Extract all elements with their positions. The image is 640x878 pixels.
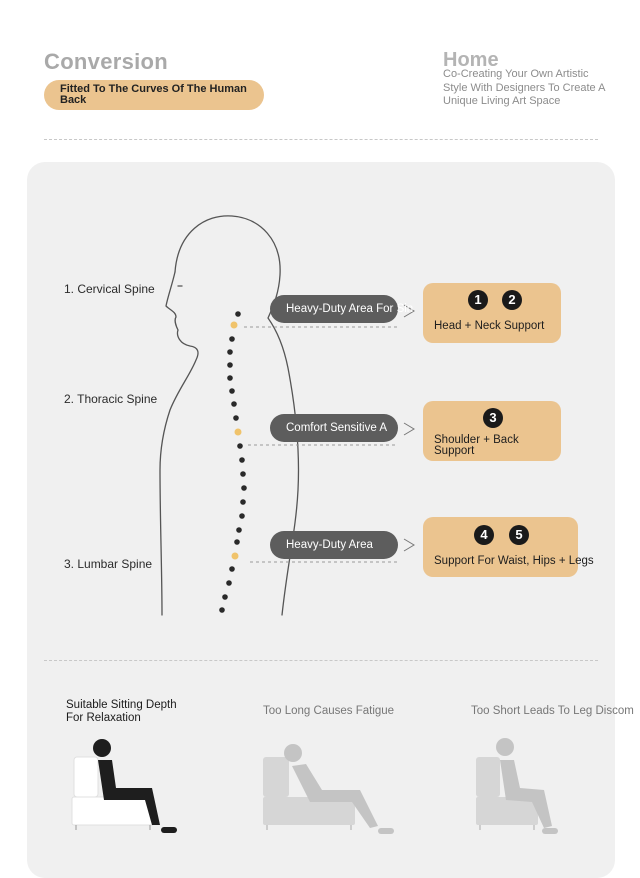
number-badge-1: 1 (468, 290, 488, 310)
right-tagline: Co-Creating Your Own Artistic Style With Designers To Create A Unique Living Art Space (443, 68, 605, 107)
support-text-waist-hips-legs: Support For Waist, Hips + Legs (434, 555, 594, 567)
number-badge-3: 3 (483, 408, 503, 428)
area-pill-lumbar: Heavy-Duty Area (270, 531, 398, 559)
support-text-shoulder-back: Shoulder + Back Support (434, 434, 519, 457)
sitting-too-short-icon (476, 738, 558, 834)
area-pill-thoracic: Comfort Sensitive A (270, 414, 398, 442)
sitting-too-long-icon (263, 744, 394, 834)
sitting-suitable-icon (72, 739, 177, 833)
sitting-label-too-short: Too Short Leads To Leg Discom (471, 705, 634, 717)
label-lumbar-spine: 3. Lumbar Spine (64, 557, 153, 571)
number-badge-5: 5 (509, 525, 529, 545)
number-badge-4: 4 (474, 525, 494, 545)
sitting-label-suitable: Suitable Sitting Depth For Relaxation (66, 699, 177, 724)
right-title: Home (443, 49, 499, 71)
left-subtitle-pill: Fitted To The Curves Of The Human Back (44, 80, 264, 110)
label-cervical-spine: 1. Cervical Spine (64, 282, 155, 296)
area-pill-cervical: Heavy-Duty Area For Sin (270, 295, 398, 323)
number-badge-2: 2 (502, 290, 522, 310)
sitting-label-too-long: Too Long Causes Fatigue (263, 705, 395, 717)
left-title: Conversion (44, 49, 169, 74)
label-thoracic-spine: 2. Thoracic Spine (64, 392, 158, 406)
support-text-head-neck: Head + Neck Support (434, 320, 545, 332)
